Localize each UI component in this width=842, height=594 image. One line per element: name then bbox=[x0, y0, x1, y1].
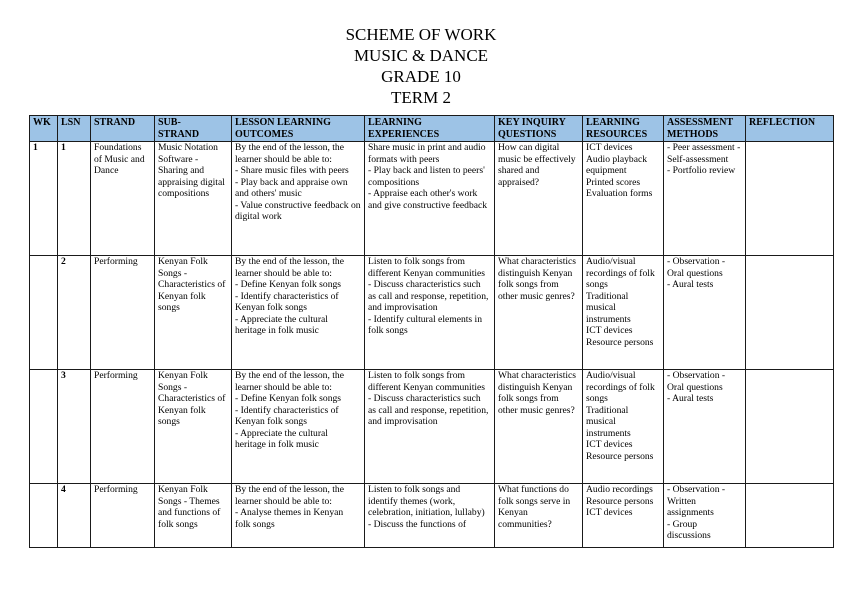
resources-cell bbox=[583, 370, 664, 484]
column-header-wk: WK bbox=[30, 116, 58, 142]
sub-strand-cell bbox=[155, 142, 232, 256]
assessment-text: - Observation - Oral questions - Aural tests bbox=[667, 256, 726, 290]
outcomes-cell bbox=[232, 142, 365, 256]
sub-strand-text: Kenyan Folk Songs - Themes and functions of folk songs bbox=[158, 484, 221, 530]
sub-strand-cell bbox=[155, 256, 232, 370]
column-header-assessment: ASSESSMENT METHODS bbox=[664, 116, 746, 142]
resources-text: ICT devices Audio playback equipment Printed scores Evaluation forms bbox=[586, 142, 653, 199]
resources-cell bbox=[583, 142, 664, 256]
title-line: TERM 2 bbox=[391, 88, 451, 107]
table-row bbox=[30, 484, 834, 548]
sub-strand-cell bbox=[155, 484, 232, 548]
table-row bbox=[30, 142, 834, 256]
column-header-reflection: REFLECTION bbox=[746, 116, 834, 142]
reflection-cell bbox=[746, 256, 834, 370]
questions-cell bbox=[495, 256, 583, 370]
outcomes-cell bbox=[232, 370, 365, 484]
outcomes-text: By the end of the lesson, the learner should be able to: - Share music files with peers - Play back and appraise own and others' music - Value constructive feedback on digital work bbox=[235, 142, 361, 222]
column-header-lsn: LSN bbox=[58, 116, 91, 142]
sub-strand-text: Kenyan Folk Songs - Characteristics of Kenyan folk songs bbox=[158, 370, 226, 427]
experiences-text: Listen to folk songs from different Kenyan communities - Discuss characteristics such as call and response, repetition, and improvisation bbox=[368, 370, 489, 427]
week-cell bbox=[30, 256, 58, 370]
table-row bbox=[30, 370, 834, 484]
week-cell: 1 bbox=[30, 142, 58, 256]
experiences-text: Listen to folk songs from different Kenyan communities - Discuss characteristics such as call and response, repetition, and improvisation - Identify cultural elements in folk songs bbox=[368, 256, 489, 336]
outcomes-text: By the end of the lesson, the learner should be able to: - Analyse themes in Kenyan folk songs bbox=[235, 484, 344, 530]
questions-text: What characteristics distinguish Kenyan folk songs from other music genres? bbox=[498, 256, 577, 302]
experiences-text: Listen to folk songs and identify themes (work, celebration, initiation, lullaby) - Discuss the functions of bbox=[368, 484, 485, 530]
experiences-cell bbox=[365, 142, 495, 256]
experiences-cell bbox=[365, 484, 495, 548]
resources-text: Audio/visual recordings of folk songs Traditional musical instruments ICT devices Resource persons bbox=[586, 256, 655, 348]
strand-cell bbox=[91, 142, 155, 256]
column-header-outcomes: LESSON LEARNING OUTCOMES bbox=[232, 116, 365, 142]
column-header-experiences: LEARNING EXPERIENCES bbox=[365, 116, 495, 142]
strand-text: Performing bbox=[94, 256, 138, 267]
week-cell bbox=[30, 370, 58, 484]
assessment-cell bbox=[664, 142, 746, 256]
strand-text: Performing bbox=[94, 370, 138, 381]
outcomes-text: By the end of the lesson, the learner should be able to: - Define Kenyan folk songs - Identify characteristics of Kenyan folk songs - Appreciate the cultural heritage in folk music bbox=[235, 370, 344, 450]
resources-cell bbox=[583, 484, 664, 548]
sub-strand-cell bbox=[155, 370, 232, 484]
questions-cell bbox=[495, 370, 583, 484]
assessment-text: - Peer assessment - Self-assessment - Portfolio review bbox=[667, 142, 741, 176]
table-row bbox=[30, 256, 834, 370]
resources-cell bbox=[583, 256, 664, 370]
resources-text: Audio recordings Resource persons ICT devices bbox=[586, 484, 654, 518]
column-header-questions: KEY INQUIRY QUESTIONS bbox=[495, 116, 583, 142]
resources-text: Audio/visual recordings of folk songs Traditional musical instruments ICT devices Resource persons bbox=[586, 370, 655, 462]
reflection-cell bbox=[746, 484, 834, 548]
sub-strand-text: Kenyan Folk Songs - Characteristics of Kenyan folk songs bbox=[158, 256, 226, 313]
column-header-sub-strand: SUB- STRAND bbox=[155, 116, 232, 142]
experiences-text: Share music in print and audio formats with peers - Play back and listen to peers' compositions - Appraise each other's work and give constructive feedback bbox=[368, 142, 488, 211]
title-line: MUSIC & DANCE bbox=[353, 46, 489, 65]
outcomes-cell bbox=[232, 256, 365, 370]
strand-cell bbox=[91, 256, 155, 370]
lesson-cell: 1 bbox=[58, 142, 91, 256]
experiences-cell bbox=[365, 370, 495, 484]
reflection-cell bbox=[746, 142, 834, 256]
questions-text: What functions do folk songs serve in Kenyan communities? bbox=[498, 484, 571, 530]
questions-text: How can digital music be effectively shared and appraised? bbox=[498, 142, 576, 188]
week-cell bbox=[30, 484, 58, 548]
questions-text: What characteristics distinguish Kenyan folk songs from other music genres? bbox=[498, 370, 577, 416]
reflection-cell bbox=[746, 370, 834, 484]
questions-cell bbox=[495, 484, 583, 548]
assessment-text: - Observation - Written assignments - Group discussions bbox=[667, 484, 726, 541]
outcomes-cell bbox=[232, 484, 365, 548]
column-header-strand: STRAND bbox=[91, 116, 155, 142]
assessment-cell bbox=[664, 484, 746, 548]
header-row bbox=[30, 116, 834, 142]
strand-text: Performing bbox=[94, 484, 138, 495]
sub-strand-text: Music Notation Software - Sharing and appraising digital compositions bbox=[158, 142, 225, 199]
assessment-cell bbox=[664, 370, 746, 484]
document-title bbox=[0, 24, 842, 108]
experiences-cell bbox=[365, 256, 495, 370]
assessment-text: - Observation - Oral questions - Aural tests bbox=[667, 370, 726, 404]
strand-cell bbox=[91, 370, 155, 484]
column-header-resources: LEARNING RESOURCES bbox=[583, 116, 664, 142]
lesson-cell: 3 bbox=[58, 370, 91, 484]
strand-text: Foundations of Music and Dance bbox=[94, 142, 145, 176]
lesson-cell: 2 bbox=[58, 256, 91, 370]
title-line: SCHEME OF WORK bbox=[345, 25, 497, 44]
scheme-table bbox=[29, 115, 834, 548]
lesson-cell: 4 bbox=[58, 484, 91, 548]
outcomes-text: By the end of the lesson, the learner should be able to: - Define Kenyan folk songs - Identify characteristics of Kenyan folk songs - Appreciate the cultural heritage in folk music bbox=[235, 256, 344, 336]
strand-cell bbox=[91, 484, 155, 548]
questions-cell bbox=[495, 142, 583, 256]
assessment-cell bbox=[664, 256, 746, 370]
title-line: GRADE 10 bbox=[381, 67, 461, 86]
